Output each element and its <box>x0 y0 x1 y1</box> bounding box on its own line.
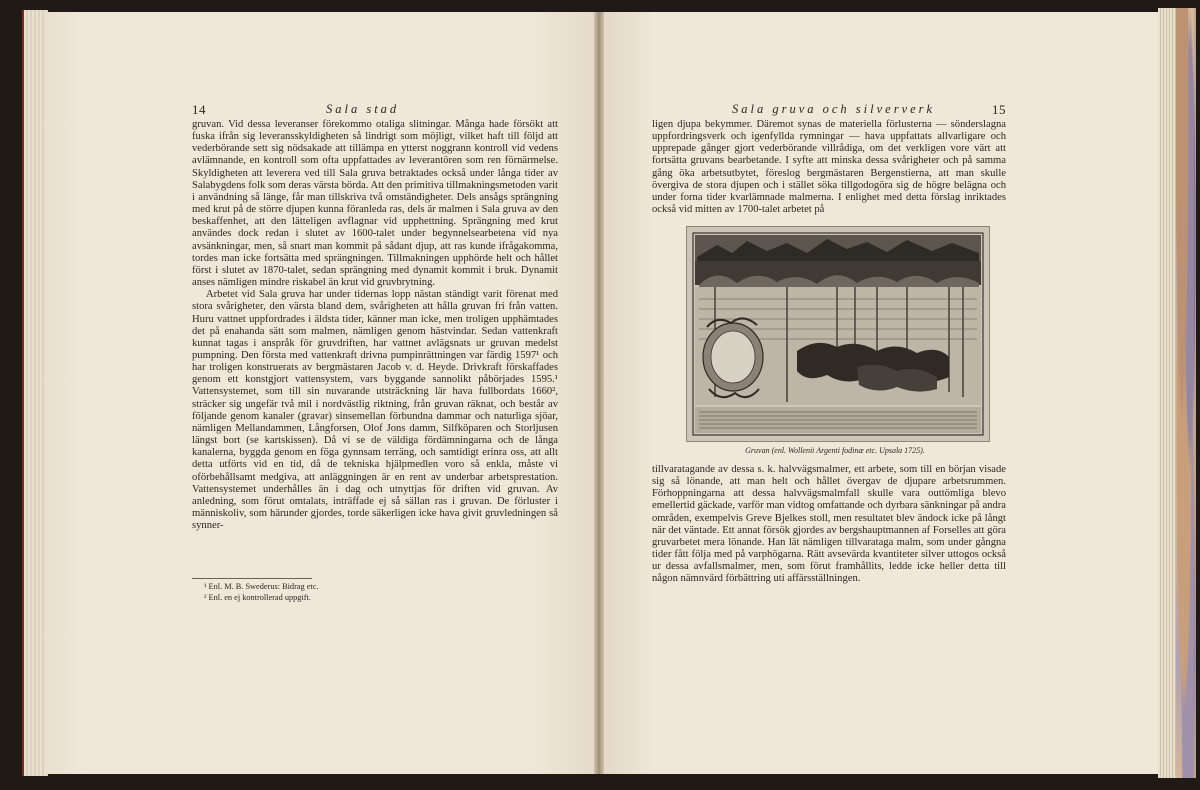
right-body-text-top <box>652 119 1006 216</box>
right-page-number: 15 <box>992 102 1006 117</box>
left-body-text <box>192 119 558 532</box>
footnote-2: ² Enl. en ej kontrollerad uppgift. <box>204 592 311 602</box>
illustration-caption: Gruvan (enl. Wollenii Argenti fodinæ etc. Upsala 1725). <box>745 446 925 455</box>
mine-engraving-illustration <box>686 226 990 442</box>
left-running-head: Sala stad <box>326 102 400 116</box>
marbled-endpaper <box>1176 8 1196 778</box>
right-body-text-bottom <box>652 464 1006 586</box>
right-paragraph-2: tillvaratagande av dessa s. k. halvvägsmalmer, ett arbete, som till en början visade sig så lönande, att man helt och hållet övergav de djupare arbetsrummen. Förhoppningarna att dessa halvvägsmalmfall skulle vara outtömliga blevo emellertid gäckade, varför man vidtog omfattande och dyrbara sänkningar på andra områden, exempelvis Greve Bjelkes stoll, men resultatet blev ändock icke på långt när det väntade. Ett annat försök gjordes av bergshauptmannen af Forselles att göra gruvarbetet mera lönande. Han lät nämligen tillvarataga malm, som under gångna tider fått följa med på varphögarna. Rätt avsevärda kvantiteter silver uttogos också ur dessa avfallsmalmer, men, som förut framhållits, ledde icke heller detta till någon nämnvärd förbättring uti affärsställningen. <box>652 464 1006 585</box>
left-page-number: 14 <box>192 102 206 117</box>
left-paragraph-2: Arbetet vid Sala gruva har under tidernas lopp nästan ständigt varit förenat med stora svårigheter, den värsta bland dem, svårigheten att hålla gruvan fri från vatten. Huru vattnet uppfordrades i äldsta tider, känner man icke, men troligen upphämtades det på enahanda sätt som malmen, nämligen genom hästvindar. Sedan vattenkraft kunnat tagas i anspråk för gruvdriften, har vattnet avlägsnats ur gruvan medelst pumpning. Den första med vattenkraft drivna pumpinrättningen var färdig 1597¹ och har troligen konstruerats av bergmästaren Jacob v. d. Heyde. Drivkraft förskaffades genom ett konstgjort vattensystem, vars byggande sannolikt påbörjades 1595.¹ Vattensystemet, som till sin nuvarande utsträckning lär hava fullbordats 1660², sträcker sig ungefär två mil i nordvästlig riktning, från gruvan räknat, och består av följande genom kanaler (gravar) sinsemellan förbundna dammar och naturliga sjöar, nämligen Mellandammen, Långforsen, Olof Jons damm, Silfköparen och Storljusen längst bort (se kartskissen). Då vi se de väldiga fördämningarna och de långa kanalerna, byggda genom en föga gynnsam terräng, och samtidigt erinra oss, att allt detta utförts vid en tid, då de tekniska hjälpmedlen voro så enkla, måste vi oförbehållsamt medgiva, att anläggningen är en rent av underbar arbetsprestation. Vattensystemet underhålles än i dag och utnyttjas för driften vid gruvan. Av anledning, som förut omtalats, inträffade ej så sällan ras i gruvan. De förluster i människoliv, som härunder gjordes, torde säkerligen icke hava givit gruvledningen så synner- <box>192 289 558 532</box>
right-running-head: Sala gruva och silververk <box>732 102 936 116</box>
right-paragraph-1: ligen djupa bekymmer. Däremot synas de materiella förlusterna — sönderslagna uppfordringsverk och igenfyllda rymningar — hava uppfattats allvarligare och upprepade gånger gjort vederbörande villrådiga, om det verkligen vore värt att fortsätta gruvans bearbetande. I syfte att minska dessa svårigheter och på samma gång öka arbetsutbytet, föreslog bergmästaren Bergenstierna, att man skulle övergiva de stora djupen och i stället söka tillgodogöra sig de högre belägna och under forna tider kvarlämnade malmerna. I enlighet med detta förslag inriktades också vid mitten av 1700-talet arbetet på <box>652 119 1006 216</box>
left-paragraph-1: gruvan. Vid dessa leveranser förekommo otaliga slitningar. Många hade försökt att fuska ifrån sig leveransskyldigheten så lindrigt som möjligt, vilket haft till följd att vederbörande sett sig nödsakade att tillämpa en ytterst noggrann kontroll vid vedens avlämnande, en kontroll som ofta uppfattades av leverantören som ren förnärmelse. Skyldigheten att leverera ved till Sala gruva betraktades också under långa tider av Salabygdens folk som deras värsta börda. Att den primitiva tillmakningsmetoden varit i användning så länge, får man tillskriva två omständigheter. Dels ansågs sprängning med krut på de större djupen kunna föranleda ras, dels är malmen i Sala gruva av den beskaffenhet, att den lätteligen avflagnar vid upphettning. Sprängning med krut användes dock redan i slutet av 1600-talet under begynnelsearbetena vid nya avsänkningar, men, så snart man kommit på sådant djup, att ras kunde ifrågakomma, tordes man icke fortsätta med sprängningen. Tillmakningen upphörde helt och hållet först i slutet av 1870-talet, sedan sprängning med dynamit kommit i bruk. Dynamit anses nämligen mindre riskabel än krut vid gruvbrytning. <box>192 119 558 289</box>
footnote-1: ¹ Enl. M. B. Swederus: Bidrag etc. <box>204 582 319 591</box>
footnote-rule <box>192 578 312 579</box>
left-footnotes <box>204 582 504 603</box>
book-gutter <box>594 12 604 774</box>
